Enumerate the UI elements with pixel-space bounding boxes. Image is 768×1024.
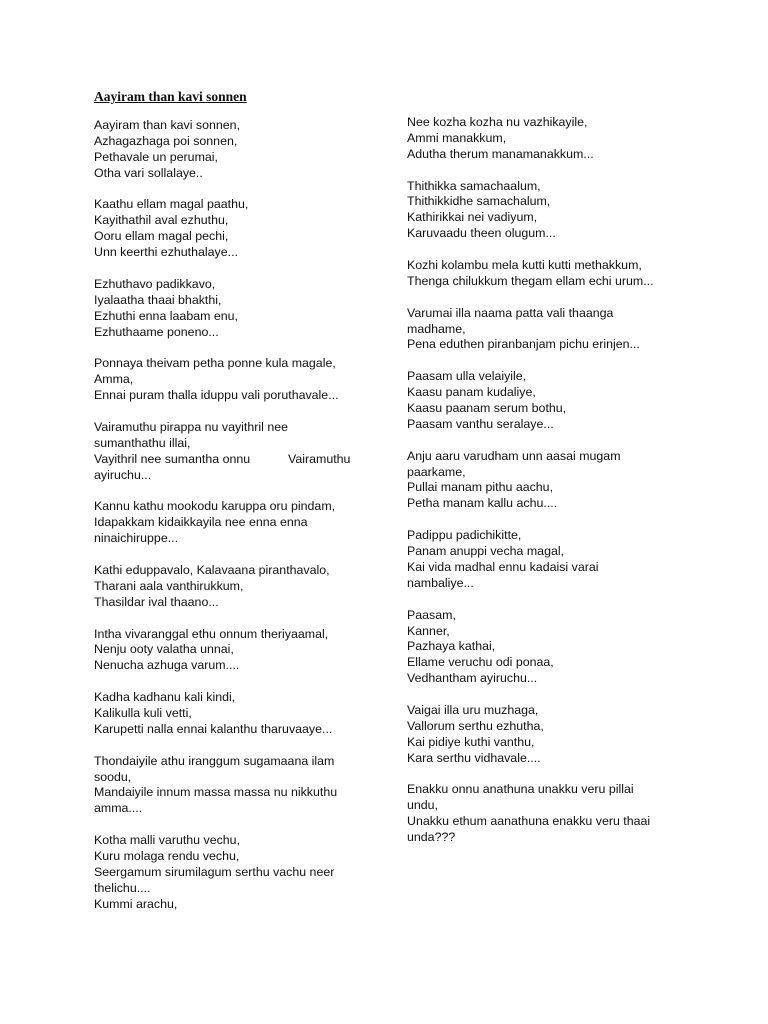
poem-line: Nenucha azhuga varum....	[94, 658, 240, 673]
poem-line: unda???	[407, 830, 456, 845]
poem-line: Intha vivaranggal ethu onnum theriyaamal,	[94, 626, 329, 641]
poem-line: Kanner,	[407, 623, 450, 638]
stanza	[94, 690, 384, 738]
stanza	[407, 528, 707, 592]
stanza	[94, 563, 384, 611]
poem-line: Ponnaya theivam petha ponne kula magale,	[94, 356, 336, 371]
document-title: Aayiram than kavi sonnen	[94, 89, 247, 104]
stanza	[94, 277, 384, 341]
poem-line: Vedhantham ayiruchu...	[407, 671, 538, 686]
poem-line: Kaasu panam kudaliye,	[407, 385, 536, 400]
poem-line: Thithikkidhe samachalum,	[407, 194, 551, 209]
poem-line: Kotha malli varuthu vechu,	[94, 833, 241, 848]
poem-line: Kadha kadhanu kali kindi,	[94, 690, 236, 705]
poem-line: Ellame veruchu odi ponaa,	[407, 655, 554, 670]
poem-line: Amma,	[94, 372, 134, 387]
poem-line: Pena eduthen piranbanjam pichu erinjen...	[407, 337, 640, 352]
stanza	[407, 703, 707, 767]
poem-line: Seergamum sirumilagum serthu vachu neer	[94, 864, 335, 879]
poem-line: Ezhuthavo padikkavo,	[94, 276, 216, 291]
poem-line: Paasam ulla velaiyile,	[407, 369, 527, 384]
poem-line: Kuru molaga rendu vechu,	[94, 848, 240, 863]
poem-line: amma....	[94, 801, 143, 816]
right-column	[407, 115, 707, 862]
poem-line: Vaigai illa uru muzhaga,	[407, 702, 539, 717]
stanza	[94, 356, 384, 404]
poem-line: ninaichiruppe...	[94, 531, 179, 546]
poem-line: Kara serthu vidhavale....	[407, 750, 541, 765]
poem-line: Kai pidiye kuthi vanthu,	[407, 734, 535, 749]
poem-line: madhame,	[407, 321, 466, 336]
poem-line: Kaathu ellam magal paathu,	[94, 197, 249, 212]
stanza	[407, 608, 707, 687]
poem-line: Pazhaya kathai,	[407, 639, 496, 654]
poem-line: nambaliye...	[407, 575, 474, 590]
poem-line: Thenga chilukkum thegam ellam echi urum...	[407, 273, 654, 288]
poem-line: Tharani aala vanthirukkum,	[94, 578, 244, 593]
stanza	[94, 118, 384, 182]
poem-line: Karuvaadu theen olugum...	[407, 226, 556, 241]
poem-line: Thondaiyile athu iranggum sugamaana ilam	[94, 753, 335, 768]
poem-line: Enakku onnu anathuna unakku veru pillai	[407, 782, 634, 797]
stanza	[407, 179, 707, 243]
poem-line: Vairamuthu pirappa nu vayithril nee	[94, 419, 289, 434]
poem-line: Unn keerthi ezhuthalaye...	[94, 245, 238, 260]
stanza	[94, 833, 384, 912]
poem-line: Paasam,	[407, 607, 456, 622]
poem-line: Kozhi kolambu mela kutti kutti methakkum,	[407, 258, 642, 273]
poem-line: paarkame,	[407, 464, 466, 479]
poem-line: Panam anuppi vecha magal,	[407, 544, 565, 559]
poem-line: soodu,	[94, 769, 132, 784]
left-column	[94, 118, 384, 928]
poem-line: sumanthathu illai,	[94, 435, 191, 450]
poem-line: Iyalaatha thaai bhakthi,	[94, 292, 222, 307]
poem-line: Aayiram than kavi sonnen,	[94, 118, 241, 132]
poem-line: undu,	[407, 798, 439, 813]
poem-line: Kathi eduppavalo, Kalavaana piranthavalo,	[94, 562, 330, 577]
poem-line: Kummi arachu,	[94, 896, 178, 911]
poem-line: Adutha therum manamanakkum...	[407, 146, 594, 161]
poem-line: Varumai illa naama patta vali thaanga	[407, 305, 614, 320]
poem-line: Kai vida madhal ennu kadaisi varai	[407, 559, 599, 574]
stanza	[407, 369, 707, 433]
poem-line: Thithikka samachaalum,	[407, 178, 541, 193]
poem-line: Otha vari sollalaye..	[94, 165, 203, 180]
poem-line: Mandaiyile innum massa massa nu nikkuthu	[94, 785, 338, 800]
poem-line: Paasam vanthu seralaye...	[407, 416, 554, 431]
poem-line: Nenju ooty valatha unnai,	[94, 642, 234, 657]
stanza	[94, 420, 384, 484]
stanza	[94, 499, 384, 547]
poem-line: Thasildar ival thaano...	[94, 594, 219, 609]
poem-line: Padippu padichikitte,	[407, 528, 522, 543]
poem-line: Karupetti nalla ennai kalanthu tharuvaaye...	[94, 721, 333, 736]
poem-line: thelichu....	[94, 880, 151, 895]
poem-line: Kayithathil aval ezhuthu,	[94, 213, 229, 228]
poem-line: Ezhuthaame poneno...	[94, 324, 219, 339]
poem-line: Vayithril nee sumantha onnu Vairamuthu	[94, 451, 351, 466]
poem-line: Idapakkam kidaikkayila nee enna enna	[94, 515, 308, 530]
poem-line: Ezhuthi enna laabam enu,	[94, 308, 238, 323]
stanza	[407, 115, 707, 163]
poem-line: Pethavale un perumai,	[94, 149, 218, 164]
poem-line: Ooru ellam magal pechi,	[94, 229, 229, 244]
poem-line: Ammi manakkum,	[407, 130, 507, 145]
poem-line: Petha manam kallu achu....	[407, 496, 558, 511]
stanza	[407, 258, 707, 290]
poem-line: Kannu kathu mookodu karuppa oru pindam,	[94, 499, 336, 514]
poem-line: Nee kozha kozha nu vazhikayile,	[407, 115, 588, 129]
poem-line: ayiruchu...	[94, 467, 152, 482]
stanza	[94, 754, 384, 818]
poem-line: Ennai puram thalla iduppu vali poruthavale...	[94, 388, 339, 403]
poem-line: Pullai manam pithu aachu,	[407, 480, 554, 495]
stanza	[407, 449, 707, 513]
stanza	[407, 782, 707, 846]
poem-line: Kathirikkai nei vadiyum,	[407, 210, 538, 225]
poem-line: Azhagazhaga poi sonnen,	[94, 133, 238, 148]
poem-line: Kaasu paanam serum bothu,	[407, 401, 567, 416]
stanza	[94, 627, 384, 675]
poem-line: Vallorum serthu ezhutha,	[407, 718, 544, 733]
stanza	[94, 197, 384, 261]
poem-line: Kalikulla kuli vetti,	[94, 705, 192, 720]
poem-line: Anju aaru varudham unn aasai mugam	[407, 448, 621, 463]
poem-line: Unakku ethum aanathuna enakku veru thaai	[407, 814, 651, 829]
stanza	[407, 306, 707, 354]
